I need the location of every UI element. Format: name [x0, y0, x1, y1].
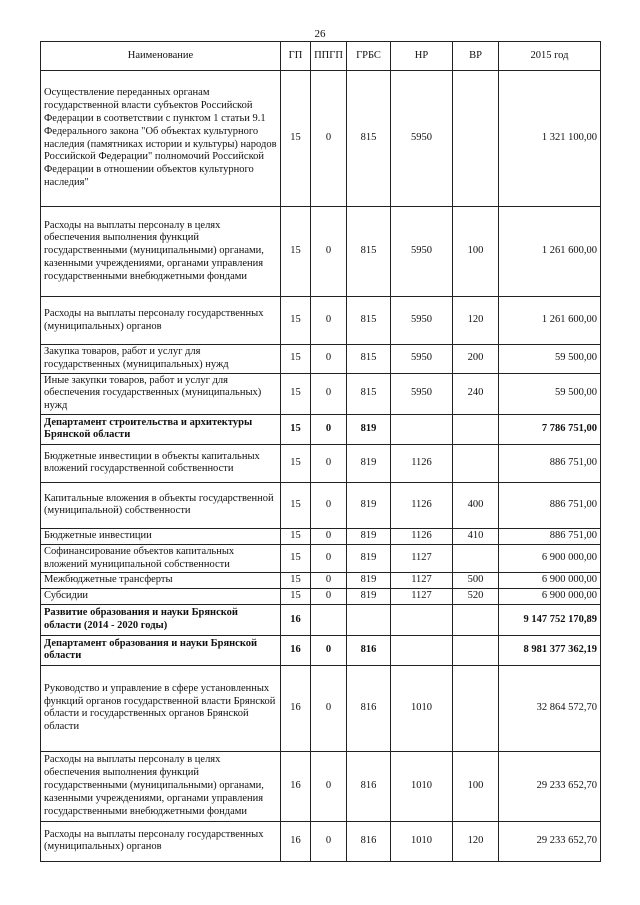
cell-name: Софинансирование объектов капитальных вложений муниципальной собственности [41, 544, 281, 573]
cell-amount: 6 900 000,00 [499, 573, 601, 589]
cell-nr: 1126 [391, 482, 453, 528]
table-header-row [41, 42, 601, 71]
cell-ppgp: 0 [311, 71, 347, 207]
cell-gp: 16 [281, 665, 311, 751]
cell-grbs: 816 [347, 665, 391, 751]
cell-grbs: 815 [347, 297, 391, 345]
cell-ppgp: 0 [311, 414, 347, 444]
cell-ppgp: 0 [311, 345, 347, 374]
cell-gp: 15 [281, 71, 311, 207]
table-row [41, 414, 601, 444]
table-row [41, 544, 601, 573]
cell-nr: 5950 [391, 373, 453, 414]
cell-amount: 886 751,00 [499, 482, 601, 528]
cell-gp: 15 [281, 373, 311, 414]
cell-gp: 16 [281, 604, 311, 635]
cell-grbs: 819 [347, 573, 391, 589]
cell-amount: 59 500,00 [499, 373, 601, 414]
cell-gp: 15 [281, 444, 311, 482]
table-row [41, 751, 601, 821]
table-row [41, 207, 601, 297]
cell-grbs: 819 [347, 444, 391, 482]
cell-name: Расходы на выплаты персоналу в целях обеспечения выполнения функций государственными (муниципальными) органами, казенными учреждениями, органами управления государственными внебюджетными фондами [41, 207, 281, 297]
cell-nr: 5950 [391, 207, 453, 297]
cell-nr: 1010 [391, 821, 453, 861]
cell-nr: 5950 [391, 345, 453, 374]
cell-name: Департамент строительства и архитектуры Брянской области [41, 414, 281, 444]
cell-ppgp: 0 [311, 573, 347, 589]
table-row [41, 528, 601, 544]
cell-name: Развитие образования и науки Брянской области (2014 - 2020 годы) [41, 604, 281, 635]
cell-grbs: 819 [347, 414, 391, 444]
cell-grbs: 815 [347, 71, 391, 207]
table-row [41, 589, 601, 605]
cell-ppgp: 0 [311, 751, 347, 821]
cell-nr: 1010 [391, 751, 453, 821]
cell-vr: 400 [453, 482, 499, 528]
budget-table [40, 41, 601, 862]
table-row [41, 444, 601, 482]
cell-grbs: 819 [347, 528, 391, 544]
cell-ppgp [311, 604, 347, 635]
cell-ppgp: 0 [311, 482, 347, 528]
cell-ppgp: 0 [311, 635, 347, 665]
cell-name: Бюджетные инвестиции [41, 528, 281, 544]
column-header-grbs: ГРБС [347, 42, 391, 71]
table-row [41, 297, 601, 345]
cell-name: Межбюджетные трансферты [41, 573, 281, 589]
cell-gp: 15 [281, 345, 311, 374]
cell-gp: 16 [281, 751, 311, 821]
cell-vr: 520 [453, 589, 499, 605]
cell-vr: 200 [453, 345, 499, 374]
cell-amount: 9 147 752 170,89 [499, 604, 601, 635]
cell-vr [453, 604, 499, 635]
cell-vr [453, 414, 499, 444]
cell-name: Иные закупки товаров, работ и услуг для обеспечения государственных (муниципальных) нужд [41, 373, 281, 414]
table-row [41, 373, 601, 414]
cell-amount: 7 786 751,00 [499, 414, 601, 444]
cell-gp: 15 [281, 297, 311, 345]
cell-grbs: 815 [347, 373, 391, 414]
cell-amount: 29 233 652,70 [499, 751, 601, 821]
cell-grbs: 816 [347, 751, 391, 821]
cell-name: Департамент образования и науки Брянской области [41, 635, 281, 665]
cell-ppgp: 0 [311, 544, 347, 573]
cell-vr: 410 [453, 528, 499, 544]
cell-gp: 15 [281, 544, 311, 573]
cell-amount: 1 261 600,00 [499, 297, 601, 345]
cell-gp: 15 [281, 589, 311, 605]
cell-nr [391, 414, 453, 444]
cell-amount: 886 751,00 [499, 528, 601, 544]
column-header-gp: ГП [281, 42, 311, 71]
cell-name: Закупка товаров, работ и услуг для государственных (муниципальных) нужд [41, 345, 281, 374]
cell-nr: 5950 [391, 297, 453, 345]
cell-vr [453, 444, 499, 482]
cell-name: Руководство и управление в сфере установленных функций органов государственной власти Брянской области и государственных органов Брянской области [41, 665, 281, 751]
cell-vr: 100 [453, 751, 499, 821]
cell-nr: 1126 [391, 528, 453, 544]
table-row [41, 573, 601, 589]
cell-grbs: 815 [347, 207, 391, 297]
page-number: 26 [314, 28, 326, 40]
cell-grbs: 819 [347, 482, 391, 528]
cell-gp: 16 [281, 635, 311, 665]
cell-ppgp: 0 [311, 207, 347, 297]
cell-gp: 15 [281, 207, 311, 297]
cell-gp: 15 [281, 528, 311, 544]
cell-grbs: 816 [347, 635, 391, 665]
table-row [41, 665, 601, 751]
cell-amount: 1 261 600,00 [499, 207, 601, 297]
cell-amount: 1 321 100,00 [499, 71, 601, 207]
table-row [41, 482, 601, 528]
cell-vr [453, 665, 499, 751]
cell-ppgp: 0 [311, 665, 347, 751]
table-row [41, 345, 601, 374]
cell-ppgp: 0 [311, 821, 347, 861]
column-header-year: 2015 год [499, 42, 601, 71]
table-row [41, 635, 601, 665]
cell-grbs: 819 [347, 589, 391, 605]
cell-amount: 8 981 377 362,19 [499, 635, 601, 665]
cell-grbs: 816 [347, 821, 391, 861]
cell-ppgp: 0 [311, 528, 347, 544]
cell-name: Субсидии [41, 589, 281, 605]
cell-ppgp: 0 [311, 373, 347, 414]
cell-ppgp: 0 [311, 444, 347, 482]
column-header-vr: ВР [453, 42, 499, 71]
cell-amount: 6 900 000,00 [499, 544, 601, 573]
cell-nr: 1127 [391, 589, 453, 605]
cell-nr: 1127 [391, 544, 453, 573]
cell-amount: 32 864 572,70 [499, 665, 601, 751]
cell-amount: 6 900 000,00 [499, 589, 601, 605]
cell-ppgp: 0 [311, 297, 347, 345]
cell-name: Капитальные вложения в объекты государственной (муниципальной) собственности [41, 482, 281, 528]
cell-grbs [347, 604, 391, 635]
column-header-nr: НР [391, 42, 453, 71]
cell-gp: 15 [281, 482, 311, 528]
cell-name: Расходы на выплаты персоналу государственных (муниципальных) органов [41, 821, 281, 861]
cell-name: Бюджетные инвестиции в объекты капитальных вложений государственной собственности [41, 444, 281, 482]
cell-vr [453, 71, 499, 207]
cell-name: Осуществление переданных органам государственной власти субъектов Российской Федерации в соответствии с пунктом 1 статьи 9.1 Федерального закона "Об объектах культурного наследия (памятниках истории и культуры) народов Российской Федерации" полномочий Российской Федерации в отношении объектов культурного наследия" [41, 71, 281, 207]
cell-grbs: 819 [347, 544, 391, 573]
cell-amount: 29 233 652,70 [499, 821, 601, 861]
cell-vr: 120 [453, 297, 499, 345]
cell-vr [453, 544, 499, 573]
column-header-ppgp: ППГП [311, 42, 347, 71]
cell-amount: 59 500,00 [499, 345, 601, 374]
cell-nr: 1010 [391, 665, 453, 751]
column-header-name: Наименование [41, 42, 281, 71]
table-row [41, 604, 601, 635]
cell-nr: 5950 [391, 71, 453, 207]
table-row [41, 71, 601, 207]
cell-gp: 16 [281, 821, 311, 861]
cell-vr: 120 [453, 821, 499, 861]
cell-grbs: 815 [347, 345, 391, 374]
cell-amount: 886 751,00 [499, 444, 601, 482]
cell-nr: 1127 [391, 573, 453, 589]
table-row [41, 821, 601, 861]
cell-vr: 500 [453, 573, 499, 589]
cell-gp: 15 [281, 414, 311, 444]
cell-nr [391, 604, 453, 635]
cell-ppgp: 0 [311, 589, 347, 605]
cell-nr [391, 635, 453, 665]
cell-name: Расходы на выплаты персоналу государственных (муниципальных) органов [41, 297, 281, 345]
cell-name: Расходы на выплаты персоналу в целях обеспечения выполнения функций государственными (муниципальными) органами, казенными учреждениями, органами управления государственными внебюджетными фондами [41, 751, 281, 821]
table-body [41, 71, 601, 862]
cell-nr: 1126 [391, 444, 453, 482]
cell-gp: 15 [281, 573, 311, 589]
cell-vr: 100 [453, 207, 499, 297]
cell-vr: 240 [453, 373, 499, 414]
cell-vr [453, 635, 499, 665]
